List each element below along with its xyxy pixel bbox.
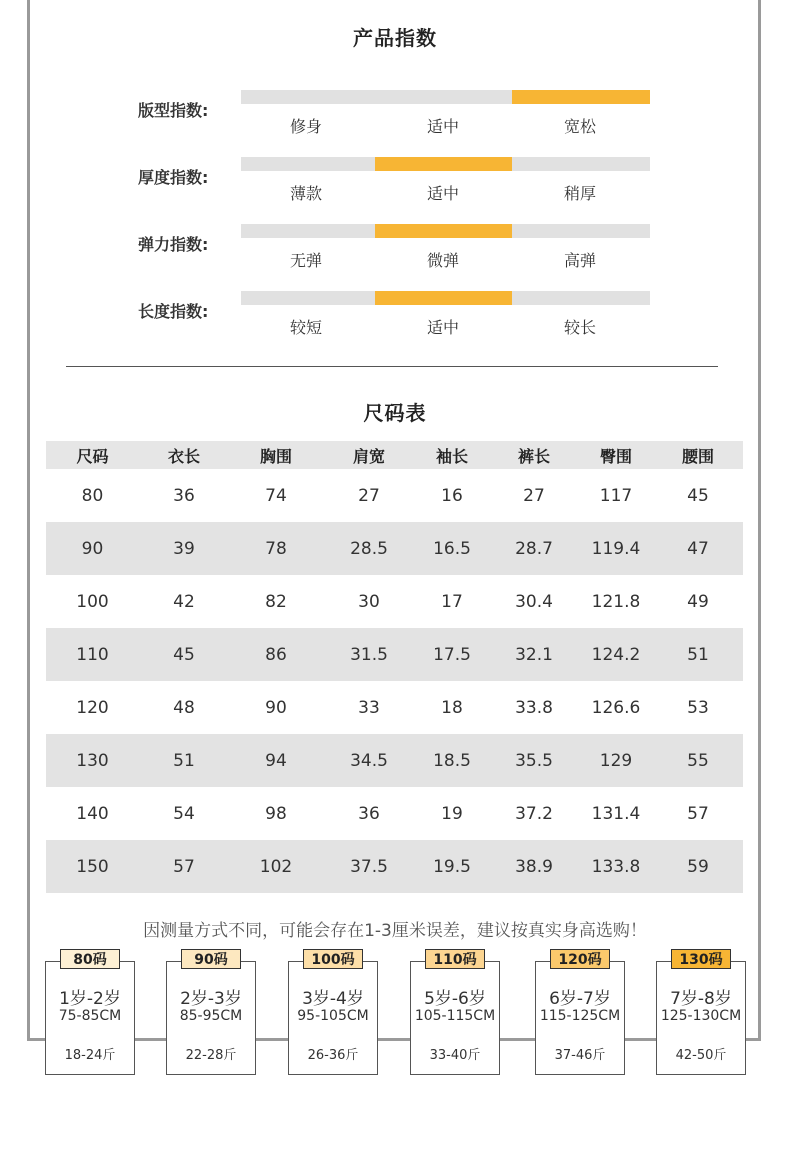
table-cell: 32.1: [489, 628, 579, 681]
card-height: 95-105CM: [297, 1008, 369, 1024]
table-cell: 28.5: [323, 522, 415, 575]
table-cell: 33.8: [515, 697, 553, 718]
table-cell: 124.2: [579, 628, 653, 681]
table-cell: 45: [139, 628, 229, 681]
index-row: [0, 90, 790, 150]
section-divider: [66, 366, 718, 367]
index-bar-segment: [241, 224, 375, 238]
index-bar-segment: [512, 224, 650, 238]
index-option-label: 高弹: [563, 251, 596, 270]
table-row: [46, 787, 743, 840]
size-card: [656, 952, 746, 1075]
table-cell: 100: [76, 591, 109, 612]
table-row: [46, 575, 743, 628]
table-cell: 36: [358, 803, 380, 824]
table-row: [46, 840, 743, 893]
table-row: [46, 681, 743, 734]
size-tag: 110码: [425, 949, 485, 969]
card-weight: 42-50斤: [675, 1048, 727, 1063]
card-age: 5岁-6岁: [424, 989, 486, 1009]
size-table: [46, 441, 743, 893]
index-option-label: 适中: [426, 184, 459, 203]
table-cell: 51: [139, 734, 229, 787]
index-option-label: 较长: [563, 318, 596, 337]
table-cell: 126.6: [591, 697, 641, 718]
size-card: [45, 952, 135, 1075]
size-table-header: [46, 441, 743, 469]
table-cell: 48: [173, 697, 195, 718]
card-height: 105-115CM: [414, 1008, 496, 1024]
table-row: [46, 628, 743, 681]
table-cell: 30.4: [515, 591, 553, 612]
index-option-label: 薄款: [289, 184, 322, 203]
column-header: 腰围: [653, 441, 743, 469]
table-cell: 133.8: [579, 840, 653, 893]
table-cell: 37.2: [515, 803, 553, 824]
card-age: 3岁-4岁: [302, 989, 364, 1009]
measurement-note: 因测量方式不同，可能会存在1-3厘米误差，建议按真实身高选购！: [143, 921, 647, 941]
table-cell: 27: [358, 485, 380, 506]
column-header: 肩宽: [323, 441, 415, 469]
index-bar-segment: [512, 157, 650, 171]
table-cell: 19.5: [415, 840, 489, 893]
index-option-label: 宽松: [563, 117, 596, 136]
card-height: 115-125CM: [539, 1008, 621, 1024]
index-row: [0, 291, 790, 351]
table-row: [46, 469, 743, 522]
table-cell: 16.5: [415, 522, 489, 575]
table-cell: 49: [687, 591, 709, 612]
card-weight: 22-28斤: [185, 1048, 237, 1063]
size-tag: 100码: [303, 949, 363, 969]
index-bar-segment: [375, 90, 512, 104]
table-cell: 90: [46, 522, 139, 575]
table-cell: 57: [687, 803, 709, 824]
index-bar-selected: [512, 90, 650, 104]
table-cell: 16: [441, 485, 463, 506]
table-cell: 121.8: [591, 591, 641, 612]
table-cell: 110: [46, 628, 139, 681]
column-header: 胸围: [229, 441, 323, 469]
index-row: [0, 224, 790, 284]
table-cell: 39: [139, 522, 229, 575]
card-age: 7岁-8岁: [670, 989, 732, 1009]
table-cell: 57: [139, 840, 229, 893]
table-cell: 30: [358, 591, 380, 612]
size-card: [410, 952, 500, 1075]
column-header: 臀围: [579, 441, 653, 469]
table-cell: 38.9: [489, 840, 579, 893]
index-option-label: 微弹: [426, 251, 459, 270]
table-cell: 34.5: [323, 734, 415, 787]
table-cell: 55: [653, 734, 743, 787]
table-cell: 17.5: [415, 628, 489, 681]
table-cell: 98: [265, 803, 287, 824]
table-cell: 82: [265, 591, 287, 612]
table-cell: 33: [358, 697, 380, 718]
size-card: [288, 952, 378, 1075]
table-cell: 42: [173, 591, 195, 612]
table-row: [46, 522, 743, 575]
index-bar-segment: [241, 90, 375, 104]
table-cell: 117: [599, 485, 633, 506]
size-card: [535, 952, 625, 1075]
index-option-label: 适中: [426, 318, 459, 337]
card-weight: 18-24斤: [64, 1048, 116, 1063]
table-cell: 54: [173, 803, 195, 824]
table-cell: 90: [265, 697, 287, 718]
table-cell: 45: [687, 485, 709, 506]
index-bar-selected: [375, 224, 512, 238]
table-cell: 53: [687, 697, 709, 718]
table-cell: 37.5: [323, 840, 415, 893]
table-cell: 36: [173, 485, 195, 506]
index-label: 版型指数:: [138, 101, 209, 120]
table-cell: 47: [653, 522, 743, 575]
index-row: [0, 157, 790, 217]
table-cell: 140: [76, 803, 109, 824]
card-weight: 26-36斤: [307, 1048, 359, 1063]
table-cell: 150: [46, 840, 139, 893]
table-cell: 86: [229, 628, 323, 681]
table-cell: 17: [441, 591, 463, 612]
card-age: 6岁-7岁: [549, 989, 611, 1009]
index-bar-segment: [241, 157, 375, 171]
table-cell: 102: [229, 840, 323, 893]
size-chart-title: 尺码表: [363, 401, 427, 425]
card-height: 75-85CM: [58, 1008, 122, 1024]
index-bar-selected: [375, 291, 512, 305]
index-option-label: 稍厚: [563, 184, 596, 203]
index-label: 长度指数:: [138, 302, 209, 321]
column-header: 尺码: [46, 441, 139, 469]
table-cell: 130: [46, 734, 139, 787]
table-cell: 78: [229, 522, 323, 575]
column-header: 袖长: [415, 441, 489, 469]
index-option-label: 修身: [289, 117, 322, 136]
index-option-label: 适中: [426, 117, 459, 136]
product-index-title: 产品指数: [353, 26, 437, 50]
table-cell: 131.4: [591, 803, 641, 824]
table-row: [46, 734, 743, 787]
card-age: 1岁-2岁: [59, 989, 121, 1009]
table-cell: 74: [265, 485, 287, 506]
size-card: [166, 952, 256, 1075]
column-header: 衣长: [139, 441, 229, 469]
size-tag: 130码: [671, 949, 731, 969]
index-option-label: 较短: [289, 318, 322, 337]
table-cell: 18.5: [415, 734, 489, 787]
table-cell: 80: [81, 485, 104, 506]
size-tag: 120码: [550, 949, 610, 969]
size-tag: 90码: [181, 949, 241, 969]
index-bar-segment: [512, 291, 650, 305]
table-cell: 119.4: [579, 522, 653, 575]
table-cell: 31.5: [323, 628, 415, 681]
table-cell: 51: [653, 628, 743, 681]
index-label: 厚度指数:: [138, 168, 209, 187]
table-cell: 19: [441, 803, 463, 824]
table-cell: 129: [579, 734, 653, 787]
table-cell: 94: [229, 734, 323, 787]
index-bar-segment: [241, 291, 375, 305]
table-cell: 28.7: [489, 522, 579, 575]
index-label: 弹力指数:: [138, 235, 209, 254]
index-bar-selected: [375, 157, 512, 171]
table-cell: 27: [523, 485, 545, 506]
column-header: 裤长: [489, 441, 579, 469]
size-tag: 80码: [60, 949, 120, 969]
table-cell: 35.5: [489, 734, 579, 787]
card-height: 125-130CM: [660, 1008, 742, 1024]
card-weight: 33-40斤: [429, 1048, 481, 1063]
card-weight: 37-46斤: [554, 1048, 606, 1063]
card-age: 2岁-3岁: [180, 989, 242, 1009]
size-table-body: [46, 469, 743, 893]
table-cell: 59: [653, 840, 743, 893]
table-cell: 18: [441, 697, 463, 718]
card-height: 85-95CM: [179, 1008, 243, 1024]
table-cell: 120: [76, 697, 109, 718]
index-option-label: 无弹: [289, 251, 322, 270]
